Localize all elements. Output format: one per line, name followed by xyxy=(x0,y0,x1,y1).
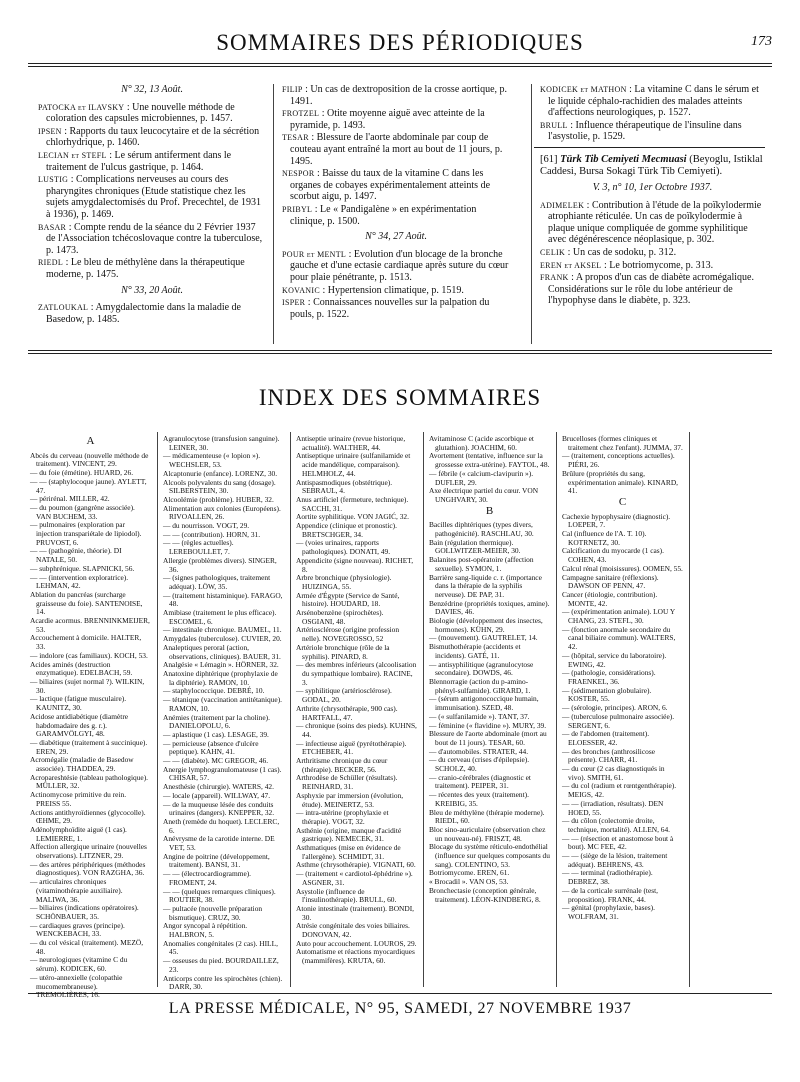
index-entry: Arthrite (chrysothérapie, 900 cas). HARTFALL, 47. xyxy=(296,703,398,722)
summary-entry xyxy=(540,84,765,119)
index-entry: Blennorragie (action du p-amino-phényl-sulfamide). GIRARD, 1. xyxy=(429,676,531,695)
index-entry: Atrésie congénitale des voies biliaires. DONOVAN, 42. xyxy=(296,921,410,940)
entry-text: : Une nouvelle méthode de coloration des capsules microbiennes, p. 1457. xyxy=(46,101,235,125)
index-entry: Antiseptique urinaire (sulfanilamide et acide mandélique, comparaison). HELMHOLZ, 44. xyxy=(296,451,411,478)
index-entry: Atonie intestinale (traitement). BONDI, 30. xyxy=(296,903,415,922)
entry-author: KOVANIC xyxy=(282,285,320,295)
issue-heading: N° 34, 27 Août. xyxy=(365,231,427,243)
index-entry: — aplastique (1 cas). LESAGE, 39. xyxy=(163,729,269,739)
index-entry: — des artères périphériques (méthodes diagnostiques). VON RAZGHA, 36. xyxy=(30,859,146,878)
journal-address: (Beyoglu, Istiklal Caddesi, Bursa Sokagi Türk Tib Cemiyeti). xyxy=(540,153,763,177)
index-entry: Brucelloses (formes cliniques et traitement chez l'enfant). JUMMA, 37. xyxy=(562,434,683,452)
index-entry: — (expérimentation animale). LOU Y CHANG, 23. STEFL, 30. xyxy=(562,607,675,626)
journal-footer: LA PRESSE MÉDICALE, N° 95, SAMEDI, 27 NOVEMBRE 1937 xyxy=(168,1000,632,1017)
index-entry: — (sédimentation globulaire). KOSTER, 55. xyxy=(562,685,652,704)
index-entry: Benzédrine (propriétés toxiques, amine). DAVIES, 46. xyxy=(429,598,550,617)
index-entry: Alcaptonurie (enfance). LORENZ, 30. xyxy=(163,468,278,478)
summary-entry xyxy=(540,247,765,259)
index-entry: Bloc sino-auriculaire (observation chez un nouveau-né). FRISZT, 48. xyxy=(429,824,546,843)
summary-entry xyxy=(282,297,510,320)
index-entry: Appendicite (signe nouveau). RICHET, 8. xyxy=(296,555,414,574)
index-entry: — lactique (fatigue musculaire). KAUNITZ, 30. xyxy=(30,694,127,713)
index-entry: Asthme (chrysothérapie). VIGNATI, 60. xyxy=(296,860,416,870)
summary-entry xyxy=(540,272,765,307)
entry-list xyxy=(30,452,151,1000)
entry-text: : La vitamine C dans le sérum et le liquide céphalo-rachidien des malades atteints d'affections neurologiques, p. 1527. xyxy=(548,84,759,119)
issue-heading: N° 33, 20 Août. xyxy=(121,284,183,296)
entry-list xyxy=(282,84,510,227)
index-entry: — médicamenteuse (« lopion »). WECHSLER, 53. xyxy=(163,451,261,470)
index-entry: — du cerveau (crises d'épilepsie). SCHOLZ, 40. xyxy=(429,755,530,774)
index-entry: — staphylococcique. DEBRÉ, 10. xyxy=(163,686,265,696)
entry-list xyxy=(540,200,765,307)
summary-entry xyxy=(282,84,510,107)
index-entry: — subphrénique. SLAPNICKI, 56. xyxy=(30,563,135,573)
entry-text: : Blessure de l'aorte abdominale par coup de couteau ayant entraîné la mort au bout de 11 jours, p. 1495. xyxy=(290,132,503,167)
index-column-2 xyxy=(163,434,284,992)
column-rule xyxy=(157,432,158,987)
index-entry: — osseuses du pied. BOURDAILLEZ, 23. xyxy=(163,956,279,974)
entry-author: BASAR xyxy=(38,222,67,232)
section-rule xyxy=(28,350,772,351)
index-entry: Asthénie (origine, manque d'acidité gastrique). NEMECEK, 31. xyxy=(296,825,402,844)
footer-rule xyxy=(28,993,772,994)
index-entry: Arbre bronchique (physiologie). HUIZINGA, 55. xyxy=(296,573,392,591)
index-entry: Anergie lymphogranulomateuse (1 cas). CHISAR, 57. xyxy=(163,764,282,783)
index-entry: Anesthésie (chirurgie). WATERS, 42. xyxy=(163,782,274,792)
index-entry: Adénolymphoïdite aiguë (1 cas). LEMIERRE, 1. xyxy=(30,824,127,843)
index-entry: Amibiase (traitement le plus efficace). ESCOMEL, 6. xyxy=(163,608,277,626)
summary-entry xyxy=(540,120,765,143)
index-entry: Axe électrique partiel du cœur. VON UNGHVARY, 30. xyxy=(429,486,539,504)
entry-author: KODICEK et MATHON xyxy=(540,85,627,94)
index-entry: — (traitement histaminique). FARAGO, 48. xyxy=(163,590,283,609)
entry-author: BRULL xyxy=(540,120,568,130)
index-entry: Cancer (étiologie, contribution). MONTE, 42. xyxy=(562,589,658,608)
index-entry: — cardiaques graves (principe). WENCKEBACH, 33. xyxy=(30,920,125,939)
index-entry: — pultacée (nouvelle préparation bismutique). CRUZ, 30. xyxy=(163,903,263,922)
index-entry: — — (résection et anastomose bout à bout). MC FEE, 42. xyxy=(562,833,674,852)
index-entry: Acidose antidiabétique (diamètre habdomadaire des g. r.). GARAMVÖLGYI, 48. xyxy=(30,711,129,739)
periodicals-column-1 xyxy=(38,80,266,326)
index-entry: Actinomycose primitive du rein. PREISS 55. xyxy=(30,790,127,808)
index-entry: — — (pathogénie, théorie). DI NATALE, 50. xyxy=(30,546,122,565)
index-entry: — (signes pathologiques, traitement adéquat). LÖW, 35. xyxy=(163,573,271,591)
summary-entry xyxy=(38,302,266,325)
index-entry: — diabétique (traitement à succinique). EREN, 29. xyxy=(30,737,148,756)
index-entry: — du foie (émétine). HUARD, 26. xyxy=(30,468,134,478)
index-entry: — — (irradiation, résultats). DEN HOED, 55. xyxy=(562,798,664,817)
column-rule xyxy=(273,84,274,344)
index-entry: Alimentation aux colonies (Européens). RIVOALLEN, 26. xyxy=(163,503,281,522)
entry-text: : A propos d'un cas de diabète acromégalique. Considérations sur le rôle du lobe antérieur de l'hypophyse dans le diabète, p. 323. xyxy=(548,272,754,307)
index-entry: — neurologiques (vitamine C du sérum). KODICEK, 60. xyxy=(30,955,128,974)
entry-text: : Hypertension climatique, p. 1519. xyxy=(319,284,464,296)
summary-entry xyxy=(38,174,266,220)
index-entry: Antiseptie urinaire (revue historique, actualité). WALTHER, 44. xyxy=(296,434,406,452)
index-entry: Calcul rénal (moisissures). OOMEN, 55. xyxy=(562,563,683,573)
index-entry: — — (staphylocoque jaune). AYLETT, 47. xyxy=(30,476,147,495)
entry-text: : Baisse du taux de la vitamine C dans les organes de cobayes expérimentalement atteints de scorbut aigu, p. 1497. xyxy=(290,168,491,203)
index-entry: — récentes des yeux (traitement). KREIBIG, 35. xyxy=(429,790,529,808)
index-entry: — intra-utérine (prophylaxie et thérapie). VOGT, 32. xyxy=(296,808,389,826)
index-entry: Accouchement à domicile. HALTER, 33. xyxy=(30,633,142,652)
column-rule xyxy=(531,84,532,344)
index-entry: Bleu de méthylène (thérapie moderne). RIEDL, 60. xyxy=(429,807,545,826)
column-rule xyxy=(290,432,291,987)
index-entry: Appendice (clinique et pronostic). BRETSCHGER, 34. xyxy=(296,521,397,539)
index-entry: Acropareshtésie (tableau pathologique). MÜLLER, 32. xyxy=(30,772,148,791)
index-entry: — du col (radium et rœntgenthérapie). MEIGS, 42. xyxy=(562,781,677,800)
index-entry: — périrénal. MILLER, 42. xyxy=(30,494,110,504)
entry-author: LECIAN et STEFL xyxy=(38,150,107,160)
entry-author: FRANK xyxy=(540,273,569,283)
index-entry: Acromégalie (maladie de Basedow associée). THADDEA, 29. xyxy=(30,755,134,774)
entry-text: : Evolution d'un blocage de la bronche gauche et d'une ectasie cardiaque après suture du cœur pour plaie pénétrante, p. 1513. xyxy=(290,248,509,283)
entry-author: CELIK xyxy=(540,247,566,257)
summary-entry xyxy=(38,102,266,125)
index-entry: — (fonction anormale secondaire du canal biliaire commun). WALTERS, 42. xyxy=(562,624,676,652)
entry-author: EREN et AKSEL xyxy=(540,260,602,270)
periodicals-column-2 xyxy=(282,84,510,321)
index-entry: Bismuthothérapie (accidents et incidents). GATÉ, 11. xyxy=(429,642,521,660)
index-entry: Ablation du pancréas (surcharge graisseuse du foie). SANTENOISE, 14. xyxy=(30,589,143,617)
entry-text: : Amygdalectomie dans la maladie de Basedow, p. 1485. xyxy=(46,302,241,325)
index-entry: — tétanique (vaccination antitétanique). RAMON, 10. xyxy=(163,695,283,713)
index-letter: B xyxy=(485,504,494,517)
entry-list xyxy=(540,84,765,143)
index-entry: Anomalies congénitales (2 cas). HILL, 45. xyxy=(163,938,278,957)
index-entry: Alcools polyvalents du sang (dosage). SILBERSTEIN, 30. xyxy=(163,477,276,496)
index-entry: Artériole bronchique (rôle de la syphilis). PINARD, 8. xyxy=(296,642,390,661)
entry-text: : Un cas de dextroposition de la crosse aortique, p. 1491. xyxy=(290,84,508,107)
index-entry: — — (quelques remarques cliniques). ROUTIER, 38. xyxy=(163,886,276,905)
entry-text: : Le bleu de méthylène dans la thérapeutique moderne, p. 1475. xyxy=(46,257,245,280)
entry-author: FROTZEL xyxy=(282,109,320,119)
index-letter: A xyxy=(86,435,95,447)
issue-heading: V. 3, n° 10, 1er Octobre 1937. xyxy=(592,181,713,193)
index-column-1 xyxy=(30,435,151,1000)
index-entry: — — (siège de la lésion, traitement adéquat). BEHRENS, 43. xyxy=(562,851,668,869)
index-entry: Analgésie « Lémagin ». HÖRNER, 32. xyxy=(163,660,279,670)
index-entry: Bronchectasie (conception générale, traitement). LÉON-KINDBERG, 8. xyxy=(429,885,541,904)
entry-text: : Contribution à l'étude de la poïkylodermie atrophiante réticulée. Un cas de poïkylodermie à plaque unique compliquée de gomme syphilitique avec dégénérescence néoplasique, p. 302. xyxy=(548,199,762,246)
index-entry: — syphilitique (artériosclérose). GODAL, 20. xyxy=(296,686,392,705)
index-entry: Antispasmodiques (obstétrique). SEBRAUL, 4. xyxy=(296,477,393,496)
issue-heading: N° 32, 13 Août. xyxy=(121,84,183,95)
entry-author: PRIBYL xyxy=(282,204,313,214)
index-entry: — (tuberculose pulmonaire associée). SERGENT, 6. xyxy=(562,711,675,730)
index-entry: Acides aminés (destruction enzymatique). EDELBACH, 59. xyxy=(30,659,133,678)
header-rule xyxy=(28,63,772,64)
index-entry: — (voies urinaires, rapports pathologiques). DONATI, 49. xyxy=(296,538,391,557)
index-entry: Automatisme et réactions myocardiques (mammifères). KRUTA, 60. xyxy=(296,947,415,966)
index-entry: Arthrodèse de Schüller (résultats). REINHARD, 31. xyxy=(296,773,398,792)
column-rule xyxy=(556,432,557,987)
index-entry: — infectieuse aiguë (pyrétothérapie). ETCHEBER, 41. xyxy=(296,738,407,757)
index-entry: — d'automobiles. STRATER, 44. xyxy=(429,746,529,756)
index-entry: Affection allergique urinaire (nouvelles observations). LITZNER, 29. xyxy=(30,842,147,861)
summary-entry xyxy=(540,200,765,246)
index-entry: Asphyxie par immersion (évolution, étude). MEINERTZ, 53. xyxy=(296,790,404,809)
index-entry: — (traitement, conceptions actuelles). PIÉRI, 26. xyxy=(562,451,675,470)
index-entry: — (« sulfanilamide »). TANT, 37. xyxy=(429,711,530,721)
index-entry: Avortement (tentative, influence sur la grossesse extra-utérine). FAYTOL, 48. xyxy=(429,451,550,470)
index-entry: — articulaires chroniques (vitaminothérapie auxiliaire). MALIWA, 36. xyxy=(30,877,123,904)
index-entry: Anus artificiel (fermeture, technique). SACCHI, 31. xyxy=(296,494,409,513)
index-entry: — (pathologie, considérations). FRAENKEL, 36. xyxy=(562,668,656,686)
index-entry: Analeptiques peroral (action, observations, cliniques). BAUER, 31. xyxy=(163,642,281,661)
entry-list xyxy=(38,102,266,281)
column-rule xyxy=(689,432,690,987)
index-entry: — antisyphilitique (agranulocytose secondaire). DOWDS, 46. xyxy=(429,659,534,678)
index-entry: — des bronches (anthrosilicose présente). CHARR, 41. xyxy=(562,746,655,765)
index-entry: Balanites post-opératoire (affection sexuelle). SYMON, 1. xyxy=(429,555,534,573)
summary-entry xyxy=(282,249,510,284)
index-entry: Artériosclérose (origine profession nelle). NOVEGROSSO, 52 xyxy=(296,625,400,644)
index-entry: — de l'abdomen (traitement). ELOESSER, 42. xyxy=(562,729,650,747)
index-entry: Angine de poitrine (développement, traitement). BANSI, 31. xyxy=(163,851,270,870)
periodicals-column-3 xyxy=(540,84,765,308)
journal-heading xyxy=(540,154,765,178)
page-header-title: SOMMAIRES DES PÉRIODIQUES xyxy=(216,30,584,55)
page-number: 173 xyxy=(751,34,772,49)
index-entry: Arsénobenzène (spirochètes). OSGIANI, 48. xyxy=(296,608,384,626)
index-entry: — pernicieuse (absence d'ulcère peptique). KAHN, 41. xyxy=(163,738,259,757)
index-entry: Avitaminose C (acide ascorbique et glutathion). JOACHIM, 60. xyxy=(429,434,534,452)
index-entry: — — (contribution). HORN, 31. xyxy=(163,529,261,539)
index-entry: — biliaires (indications opératoires). SCHÖNBAUER, 35. xyxy=(30,903,139,921)
index-entry: Arthritisme chronique du cœur (thérapie). BECKER, 56. xyxy=(296,756,388,774)
index-entry: — pulmonaires (exploration par injection transpariétale de lipiodol). PRUVOST, 6. xyxy=(30,520,142,547)
index-entry: Asthmatiques (mise en évidence de l'allergène). SCHMIDT, 31. xyxy=(296,843,401,861)
entry-author: FILIP xyxy=(282,85,303,94)
index-entry: — féminine (« flavidine »). MURY, 39. xyxy=(429,720,547,730)
index-entry: — — (règles actuelles). LEREBOULLET, 7. xyxy=(163,538,234,557)
summary-entry xyxy=(38,126,266,149)
index-entry: Calcification du myocarde (1 cas). COHEN, 43. xyxy=(562,546,664,565)
index-column-4 xyxy=(429,435,550,987)
index-entry: — fébrile (« calcium-clavipurin »). DUFLER, 29. xyxy=(429,468,534,487)
index-entry: — du côlon (colectomie droite, technique, mortalité). ALLEN, 64. xyxy=(562,816,671,834)
index-entry: — (sérologie, principes). ARON, 6. xyxy=(562,703,668,713)
summary-entry xyxy=(282,132,510,167)
index-entry: Cachexie hypophysaire (diagnostic). LOEPER, 7. xyxy=(562,511,671,530)
entry-text: : Le sérum antiferment dans le traitement de l'ulcus gastrique, p. 1464. xyxy=(46,149,232,173)
index-entry: Barrière sang-liquide c. r. (importance dans la thérapie de la syphilis nerveuse). DE PAP, 31. xyxy=(429,572,542,599)
entry-text: : Un cas de sodoku, p. 312. xyxy=(565,246,677,258)
index-entry: — du col vésical (traitement). MEZÖ, 48. xyxy=(30,938,144,956)
index-entry: — du nourrisson. VOGT, 29. xyxy=(163,521,250,531)
index-letter: C xyxy=(618,495,627,508)
index-entry: Asystolie (influence de l'insulinothérapie). BRULL, 60. xyxy=(296,886,397,905)
entry-author: ADIMELEK xyxy=(540,200,585,210)
journal-separator xyxy=(534,147,765,148)
index-entry: — indolore (cas familiaux). KOCH, 53. xyxy=(30,650,148,660)
index-entry: — chronique (soins des pieds). KUHNS, 44. xyxy=(296,721,417,739)
index-entry: Allergie (problèmes divers). SINGER, 36. xyxy=(163,555,277,574)
index-entry: — (mouvement). GAUTRELET, 14. xyxy=(429,633,538,643)
index-entry: — — terminal (radiothérapie). DEBREZ, 38. xyxy=(562,868,653,887)
index-entry: Amygdales (tuberculose). CUVIER, 20. xyxy=(163,634,282,644)
summary-entry xyxy=(540,260,765,272)
index-entry: — — (intervention exploratrice). LEHMAN, 42. xyxy=(30,572,129,591)
index-entry: Biologie (développement des insectes, hormones). KÜHN, 29. xyxy=(429,616,543,634)
index-entry: Acardie acormus. BRENNINKMEIJER, 53. xyxy=(30,616,150,634)
index-entry: Anticorps contre les spirochètes (chien). DARR, 30. xyxy=(163,973,283,992)
index-entry: — locale (appareil). WILLWAY, 47. xyxy=(163,790,271,800)
entry-text: : Compte rendu de la séance du 2 Février 1937 de l'Association tchécoslovaque contre la tuberculose, p. 1473. xyxy=(46,221,263,256)
entry-text: : Complications nerveuses au cours des pharyngites chroniques (Etude statistique chez les sujets amygdalectomisés du Prof. Precechtel, de 1931 à 1936), p. 1469. xyxy=(46,174,261,220)
entry-text: : Le « Pandigalène » en expérimentation clinique, p. 1500. xyxy=(290,203,477,227)
index-entry: Botriomycome. EREN, 61. xyxy=(429,868,510,878)
entry-text: : Connaissances nouvelles sur la palpation du pouls, p. 1522. xyxy=(290,297,490,320)
summary-entry xyxy=(282,168,510,203)
index-entry: Agranulocytose (transfusion sanguine). LEINER, 30. xyxy=(163,434,280,452)
index-entry: Blocage du système réticulo-endothélial (influence sur quelques composants du sang). COLENTINO, 53. xyxy=(429,842,550,869)
entry-text: : Rapports du taux leucocytaire et de la sécrétion chlorhydrique, p. 1460. xyxy=(46,125,260,149)
summary-entry xyxy=(282,108,510,131)
index-entry: Auto pour accouchement. LOUROS, 29. xyxy=(296,938,417,948)
summary-entry xyxy=(38,222,266,257)
entry-author: POUR et MENTL xyxy=(282,249,347,259)
index-entry: « Brocadil ». VAN OS, 53. xyxy=(429,877,509,887)
entry-author: LUSTIG xyxy=(38,175,69,185)
entry-list xyxy=(38,302,266,325)
section-rule-thin xyxy=(28,353,772,354)
header-rule-thin xyxy=(28,66,772,67)
column-rule xyxy=(423,432,424,987)
index-entry: Angor syncopal à répétition. HALBRON, 5. xyxy=(163,921,248,940)
index-entry: Alcoolémie (problème). HUBER, 32. xyxy=(163,494,274,504)
entry-author: TESAR xyxy=(282,133,309,143)
index-entry: — du poumon (gangrène associée). VAN BUCHEM, 33. xyxy=(30,502,135,521)
entry-author: RIEDL xyxy=(38,258,64,268)
index-entry: — biliaires (sujet normal ?). WILKIN, 30. xyxy=(30,676,145,695)
index-entry: Brûlure (propriétés du sang, expérimentation animale). KINARD, 41. xyxy=(562,468,679,496)
summary-entry xyxy=(38,150,266,173)
summary-entry xyxy=(282,204,510,227)
entry-author: IPSEN xyxy=(38,126,62,136)
index-entry: — génital (prophylaxie, bases). WOLFRAM, 31. xyxy=(562,903,655,921)
index-entry: — (sérum antigonococcique humain, immunisation). SZED, 48. xyxy=(429,694,539,713)
entry-text: : Otite moyenne aiguë avec atteinte de la pyramide, p. 1493. xyxy=(290,108,485,131)
index-entry: — (traitement « cardiotol-éphédrine »). ASGNER, 31. xyxy=(296,869,413,887)
index-entry: — utéro-annexielle (colopathie mucomembraneuse). TREMOLIÈRES, 16. xyxy=(30,972,123,1000)
index-entry: — cranio-cérébrales (diagnostic et traitement). PEIPER, 31. xyxy=(429,772,531,791)
index-entry: — — (diabète). MC GREGOR, 46. xyxy=(163,756,269,766)
index-entry: — du cœur (2 cas diagnostiqués in vivo). SMITH, 61. xyxy=(562,764,665,782)
index-entry: — — (électrocardiogramme). FROMENT, 24. xyxy=(163,869,252,887)
index-entry: — (hôpital, service du laboratoire). EWING, 42. xyxy=(562,650,667,669)
index-entry: Campagne sanitaire (réflexions). DAWSON OF PENN, 47. xyxy=(562,572,659,591)
index-entry: — de la corticale surrénale (test, proposition). FRANK, 44. xyxy=(562,885,659,904)
journal-name: Türk Tib Cemiyeti Mecmuasi xyxy=(560,153,687,165)
summary-entry xyxy=(282,285,510,297)
entry-author: NESPOR xyxy=(282,169,315,179)
index-entry: Cal (influence de l'A. T. 10). KOTRNETZ, 30. xyxy=(562,529,647,547)
index-entry: Anatoxine diphtérique (prophylaxie de la diphtérie). RAMON, 10. xyxy=(163,668,278,687)
entry-text: : Influence thérapeutique de l'insuline dans l'asystolie, p. 1529. xyxy=(548,119,742,143)
index-entry: — des membres inférieurs (alcoolisation du sympathique lombaire). RACINE, 3. xyxy=(296,660,417,687)
index-entry: — de la muqueuse lésée des conduits urinaires (dangers). KNEPPER, 32. xyxy=(163,799,275,818)
entry-author: ISPER xyxy=(282,298,306,308)
index-entry: Bacilles diphtériques (types divers, pathogénicité). RASCHLAU, 30. xyxy=(429,520,534,539)
index-entry: Bain (régulation thermique). GOLLWITZER-MEIER, 30. xyxy=(429,537,521,556)
journal-number: [61] xyxy=(540,153,558,165)
entry-author: ZATLOUKAL xyxy=(38,303,89,313)
index-entry: Armée d'Égypte (Service de Santé, histoire). HOUDARD, 18. xyxy=(296,590,400,609)
index-title: INDEX DES SOMMAIRES xyxy=(258,385,542,410)
index-column-3 xyxy=(296,435,417,987)
index-entry: Anémies (traitement par la choline). DANIELOPOLU, 6. xyxy=(163,712,270,731)
index-entry: Anévrysme de la carotide interne. DE VET, 53. xyxy=(163,834,275,853)
index-entry: Abcès du cerveau (nouvelle méthode de traitement). VINCENT, 29. xyxy=(30,450,149,469)
index-entry: Aneth (remède du hoquet). LECLERC, 6. xyxy=(163,816,280,835)
index-entry: Aortite syphilitique. VON JAGIĆ, 32. xyxy=(296,512,409,522)
entry-list xyxy=(282,249,510,321)
index-entry: Actions antithyroïdiennes (glycocolle). ŒHME, 29. xyxy=(30,807,146,826)
entry-text: : Le botriomycome, p. 313. xyxy=(601,259,714,271)
index-entry: — intestinale chronique. BAUMEL, 11. xyxy=(163,625,282,635)
index-entry: Blessure de l'aorte abdominale (mort au bout de 11 jours). TESAR, 60. xyxy=(429,729,547,747)
summary-entry xyxy=(38,257,266,280)
entry-author: PATOCKA et ILAVSKY xyxy=(38,102,125,112)
index-column-5 xyxy=(562,435,683,987)
